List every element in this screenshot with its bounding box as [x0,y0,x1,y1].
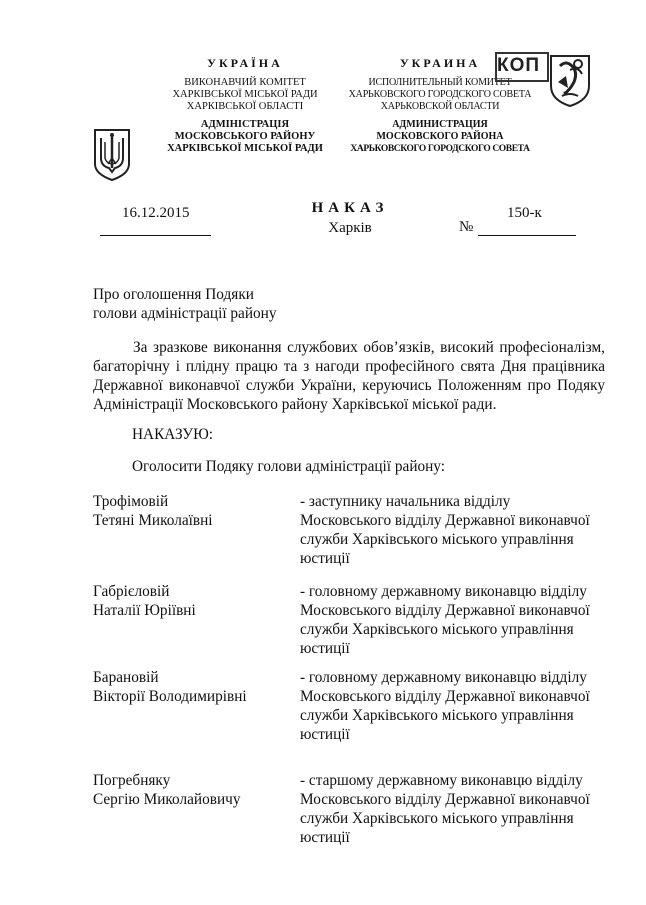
header-uk-admin-3: ХАРКІВСЬКОЇ МІСЬКОЇ РАДИ [167,143,323,154]
position-line: юстиції [300,550,350,567]
position-line: - головному державному виконавцю відділу [300,583,587,600]
position-line: служби Харківського міського управління [300,810,574,827]
header-ru-line-1: ИСПОЛНИТЕЛЬНЫЙ КОМИТЕТ [368,77,512,88]
recipient-position-3 [300,668,600,744]
subject-line-1: Про оголошення Подяки [93,286,254,303]
header-ukrainian [150,57,340,155]
order-date: 16.12.2015 [122,205,190,221]
recipient-position-1 [300,492,600,568]
recipient-name-3 [93,668,293,706]
position-line: - старшому державному виконавцю відділу [300,772,583,789]
recipient-surname: Габрієловій [93,583,170,600]
header-ru-line-3: ХАРЬКОВСКОЙ ОБЛАСТИ [380,101,500,112]
number-underline [478,235,576,236]
order-word: НАКАЗУЮ: [132,426,214,443]
header-ru-line-2: ХАРЬКОВСКОГО ГОРОДСКОГО СОВЕТА [348,89,532,100]
header-uk-admin-2: МОСКОВСЬКОГО РАЙОНУ [174,131,316,142]
recipient-name-4 [93,771,293,809]
document-city: Харків [328,220,372,236]
recipient-given-name: Тетяні Миколаївні [93,512,213,529]
recipient-name-2 [93,582,293,620]
position-line: служби Харківського міського управління [300,621,574,638]
country-name-ru: УКРАИНА [399,56,481,70]
subject-line-2: голови адміністрації району [93,305,277,322]
country-name-uk: УКРАЇНА [207,56,283,70]
recipient-surname: Барановій [93,669,159,686]
recipient-position-4 [300,771,600,847]
copy-stamp [495,52,547,80]
number-sign: № [459,219,474,235]
position-line: служби Харківського міського управління [300,707,574,724]
recipient-given-name: Сергію Миколайовичу [93,791,241,808]
preamble-paragraph: За зразкове виконання службових обов’язків, високий професіоналізм, багаторічну і плідну працю та з нагоди професійного свята Дня працівника Державної виконавчої служби України, керуючись Положенням про Подяку Адміністрації Московського району Харківської міської ради. [93,339,605,413]
recipient-given-name: Вікторії Володимирівні [93,688,247,705]
trident-icon [92,128,132,182]
position-line: Московського відділу Державної виконавчої [300,791,590,808]
date-underline [100,235,211,236]
kharkiv-emblem-icon [548,52,592,108]
stamp-text: КОП [497,55,541,76]
position-line: Московського відділу Державної виконавчої [300,688,590,705]
recipient-given-name: Наталії Юріївні [93,602,196,619]
recipient-name-1 [93,492,293,530]
declaration-line: Оголосити Подяку голови адміністрації району: [132,458,446,475]
header-ru-admin-3: ХАРЬКОВСКОГО ГОРОДСКОГО СОВЕТА [350,144,530,154]
position-line: юстиції [300,640,350,657]
header-uk-admin-1: АДМІНІСТРАЦІЯ [200,119,290,130]
header-uk-line-3: ХАРКІВСЬКОЇ ОБЛАСТІ [186,101,304,112]
order-subject [93,285,393,323]
recipient-surname: Погребняку [93,772,171,789]
header-ru-admin-1: АДМИНИСТРАЦИЯ [392,119,488,130]
recipient-position-2 [300,582,600,658]
order-number: 150-к [507,205,542,221]
position-line: служби Харківського міського управління [300,531,574,548]
position-line: юстиції [300,829,350,846]
position-line: - головному державному виконавцю відділу [300,669,587,686]
position-line: Московського відділу Державної виконавчої [300,512,590,529]
position-line: Московського відділу Державної виконавчої [300,602,590,619]
position-line: юстиції [300,726,350,743]
header-ru-admin-2: МОСКОВСКОГО РАЙОНА [376,131,504,142]
recipient-surname: Трофімовій [93,493,169,510]
document-title: НАКАЗ [311,200,389,216]
header-uk-line-1: ВИКОНАВЧИЙ КОМІТЕТ [184,77,306,88]
header-uk-line-2: ХАРКІВСЬКОЇ МІСЬКОЇ РАДИ [172,89,318,100]
position-line: - заступнику начальника відділу [300,493,511,510]
